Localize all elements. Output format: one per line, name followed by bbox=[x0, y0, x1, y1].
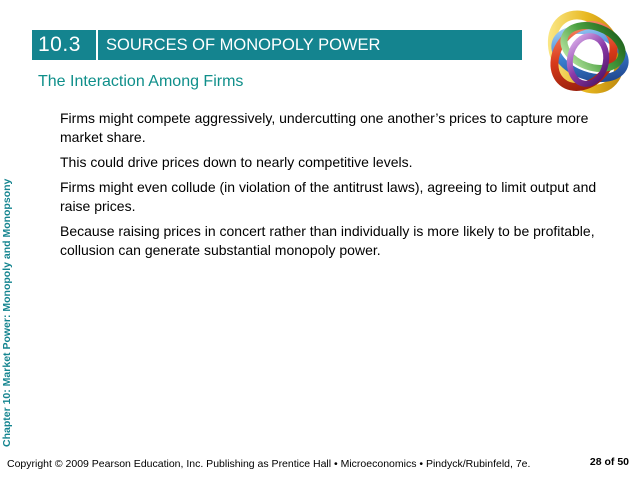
section-title: SOURCES OF MONOPOLY POWER bbox=[106, 36, 381, 54]
section-number: 10.3 bbox=[38, 33, 81, 56]
header-divider bbox=[96, 30, 98, 60]
slide-subtitle: The Interaction Among Firms bbox=[38, 73, 244, 90]
paragraph-2: This could drive prices down to nearly competitive levels. bbox=[60, 154, 413, 170]
paragraph-4: Because raising prices in concert rather than individually is more likely to be profitable, collusion can generate substantial monopoly power. bbox=[60, 223, 595, 258]
page-number: 28 of 50 bbox=[589, 456, 629, 468]
body-text bbox=[60, 109, 600, 266]
copyright-footer: Copyright © 2009 Pearson Education, Inc. Publishing as Prentice Hall • Microeconomics • Pindyck/Rubinfeld, 7e. bbox=[7, 458, 531, 470]
chapter-side-label: Chapter 10: Market Power: Monopoly and Monopsony bbox=[1, 178, 13, 447]
interlocking-rings-logo-icon bbox=[538, 2, 636, 104]
paragraph-1: Firms might compete aggressively, undercutting one another’s prices to capture more market share. bbox=[60, 110, 589, 145]
paragraph-3: Firms might even collude (in violation of the antitrust laws), agreeing to limit output and raise prices. bbox=[60, 179, 597, 214]
